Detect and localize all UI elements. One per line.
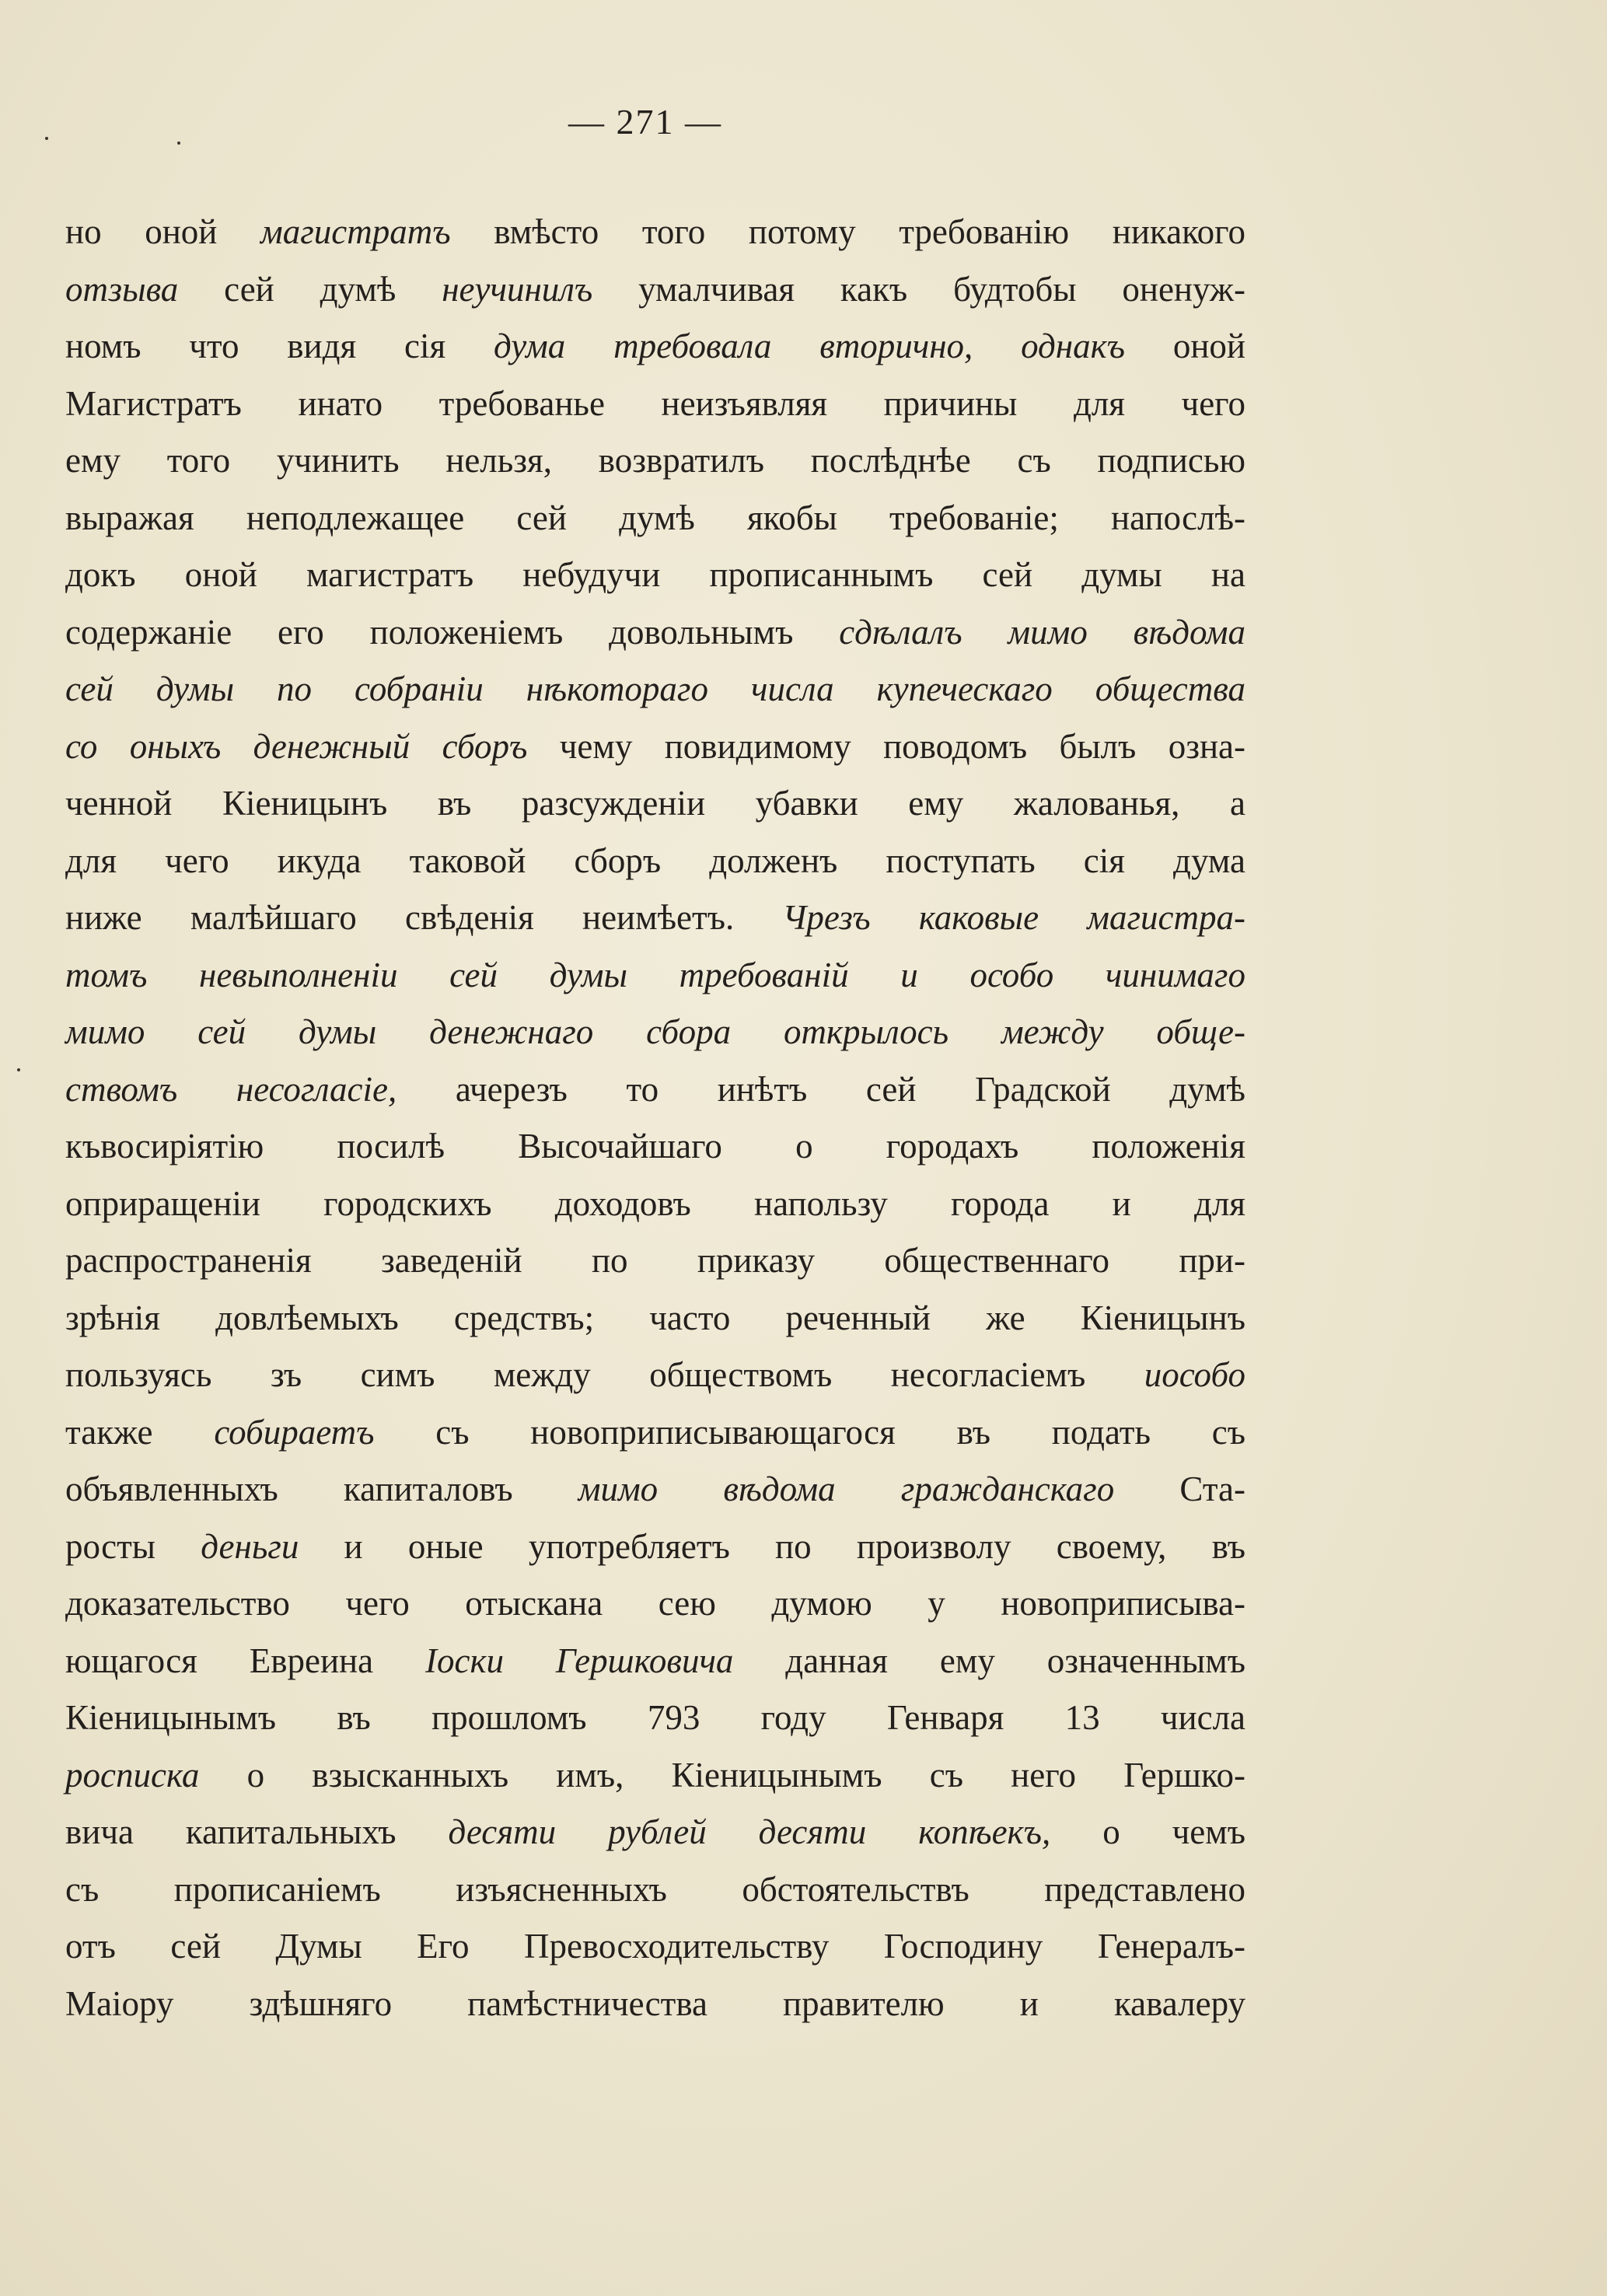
text-segment bbox=[973, 327, 1021, 365]
text-segment: росты bbox=[65, 1526, 201, 1566]
italic-segment: росписка bbox=[65, 1755, 200, 1795]
text-line bbox=[65, 261, 1245, 319]
print-speck bbox=[17, 1068, 20, 1071]
italic-segment: однакъ bbox=[1021, 327, 1126, 365]
text-segment: ему того учинить нельзя, возвратилъ послѣднѣе съ подписью bbox=[65, 441, 1245, 480]
text-segment: оной bbox=[1125, 327, 1245, 365]
text-line bbox=[65, 1176, 1245, 1233]
text-line bbox=[65, 1747, 1245, 1805]
text-line bbox=[65, 204, 1245, 261]
text-segment: ачерезъ то инѣтъ сей Градской думѣ bbox=[397, 1069, 1245, 1109]
text-segment: умалчивая какъ будтобы оненуж- bbox=[592, 269, 1245, 309]
text-line bbox=[65, 1004, 1245, 1061]
text-line bbox=[65, 547, 1245, 604]
text-line bbox=[65, 1404, 1245, 1462]
text-line bbox=[65, 889, 1245, 947]
text-line bbox=[65, 1461, 1245, 1518]
text-line bbox=[65, 1518, 1245, 1576]
body-text bbox=[65, 204, 1245, 2032]
text-segment: чему повидимому поводомъ былъ озна- bbox=[527, 726, 1246, 766]
text-segment: ющагося Евреина bbox=[65, 1641, 425, 1680]
text-segment: о чемъ bbox=[1050, 1812, 1246, 1851]
text-segment: оприращеніи городскихъ доходовъ напользу города и для bbox=[65, 1183, 1245, 1223]
italic-segment: иособо bbox=[1144, 1355, 1245, 1394]
text-segment: о взысканныхъ имъ, Кіеницынымъ съ него Гершко- bbox=[199, 1755, 1245, 1795]
text-segment: выражая неподлежащее сей думѣ якобы требованіе; напослѣ- bbox=[65, 498, 1245, 537]
text-segment: съ прописаніемъ изъясненныхъ обстоятельствъ представлено bbox=[65, 1869, 1245, 1909]
italic-segment: собираетъ bbox=[214, 1412, 375, 1452]
italic-segment: десяти рублей десяти копѣекъ, bbox=[448, 1812, 1051, 1851]
text-line bbox=[65, 1061, 1245, 1119]
text-segment: данная ему означеннымъ bbox=[733, 1641, 1246, 1680]
text-segment: докъ оной магистратъ небудучи прописаннымъ сей думы на bbox=[65, 555, 1245, 594]
text-segment: съ новоприписывающагося въ подать съ bbox=[374, 1412, 1245, 1452]
text-line bbox=[65, 1633, 1245, 1690]
italic-segment: ствомъ несогласіе, bbox=[65, 1069, 397, 1109]
text-segment: но оной bbox=[65, 212, 261, 251]
text-segment: Маіору здѣшняго памѣстничества правителю и кавалеру bbox=[65, 1983, 1245, 2023]
text-segment: Ста- bbox=[1114, 1470, 1245, 1508]
text-segment: также bbox=[65, 1412, 215, 1452]
text-segment: номъ что видя сія bbox=[65, 327, 494, 365]
print-speck bbox=[177, 142, 180, 145]
text-segment: къвосиріятію посилѣ Высочайшаго о городахъ положенія bbox=[65, 1127, 1245, 1165]
italic-segment: Іоски Гершковича bbox=[424, 1641, 734, 1680]
italic-segment: Чрезъ каковые магистра- bbox=[782, 898, 1245, 937]
text-segment: распространенія заведеній по приказу общественнаго при- bbox=[65, 1241, 1245, 1280]
print-speck bbox=[45, 137, 48, 140]
italic-segment: мимо вѣдома гражданскаго bbox=[578, 1470, 1115, 1508]
text-line bbox=[65, 432, 1245, 490]
italic-segment: мимо сей думы денежнаго сбора открылось между обще- bbox=[65, 1012, 1245, 1051]
text-segment: ниже малѣйшаго свѣденія неимѣетъ. bbox=[65, 898, 783, 937]
text-line bbox=[65, 1232, 1245, 1290]
text-line bbox=[65, 1690, 1245, 1747]
italic-segment: сдѣлалъ мимо вѣдома bbox=[839, 612, 1246, 652]
text-segment: вича капитальныхъ bbox=[65, 1812, 449, 1851]
text-segment: доказательство чего отыскана сею думою у новоприписыва- bbox=[65, 1584, 1245, 1623]
text-line bbox=[65, 376, 1245, 433]
text-segment: отъ сей Думы Его Превосходительству Господину Генералъ- bbox=[65, 1927, 1245, 1966]
text-line bbox=[65, 318, 1245, 376]
text-segment: объявленныхъ капиталовъ bbox=[65, 1470, 578, 1508]
text-segment: пользуясь зъ симъ между обществомъ несогласіемъ bbox=[65, 1355, 1144, 1394]
text-line bbox=[65, 1347, 1245, 1404]
italic-segment: со оныхъ денежный сборъ bbox=[65, 726, 528, 766]
italic-segment: сей думы по собраніи нѣкотораго числа купеческаго общества bbox=[65, 669, 1245, 708]
text-segment: вмѣсто того потому требованію никакого bbox=[450, 212, 1246, 251]
text-line bbox=[65, 1118, 1245, 1176]
text-segment: Кіеницынымъ въ прошломъ 793 году Генваря 13 числа bbox=[65, 1698, 1245, 1737]
italic-segment: неучинилъ bbox=[442, 269, 593, 309]
text-line bbox=[65, 490, 1245, 547]
italic-segment: деньги bbox=[201, 1526, 299, 1566]
text-segment: Магистратъ инато требованье неизъявляя причины для чего bbox=[65, 383, 1245, 423]
text-line bbox=[65, 1976, 1245, 2033]
text-line bbox=[65, 718, 1245, 776]
text-line bbox=[65, 1575, 1245, 1633]
text-line bbox=[65, 947, 1245, 1005]
text-line bbox=[65, 1861, 1245, 1919]
text-segment: зрѣнія довлѣемыхъ средствъ; часто реченный же Кіеницынъ bbox=[65, 1298, 1245, 1337]
text-line bbox=[65, 661, 1245, 718]
text-line bbox=[65, 1290, 1245, 1347]
page-number: — 271 — bbox=[568, 102, 722, 142]
text-line bbox=[65, 1804, 1245, 1861]
text-segment: сей думѣ bbox=[178, 269, 442, 309]
text-segment: содержаніе его положеніемъ довольнымъ bbox=[65, 612, 840, 652]
italic-segment: отзыва bbox=[65, 269, 179, 309]
text-line bbox=[65, 604, 1245, 662]
italic-segment: магистратъ bbox=[260, 212, 451, 251]
text-line bbox=[65, 1918, 1245, 1976]
text-segment: для чего икуда таковой сборъ долженъ поступать сія дума bbox=[65, 840, 1245, 880]
text-line bbox=[65, 833, 1245, 890]
italic-segment: дума требовала вторично, bbox=[494, 327, 973, 365]
italic-segment: томъ невыполненіи сей думы требованій и особо чинимаго bbox=[65, 955, 1245, 994]
text-segment: ченной Кіеницынъ въ разсужденіи убавки ему жалованья, а bbox=[65, 784, 1245, 823]
text-line bbox=[65, 775, 1245, 833]
text-segment: и оные употребляетъ по произволу своему, въ bbox=[299, 1526, 1246, 1566]
